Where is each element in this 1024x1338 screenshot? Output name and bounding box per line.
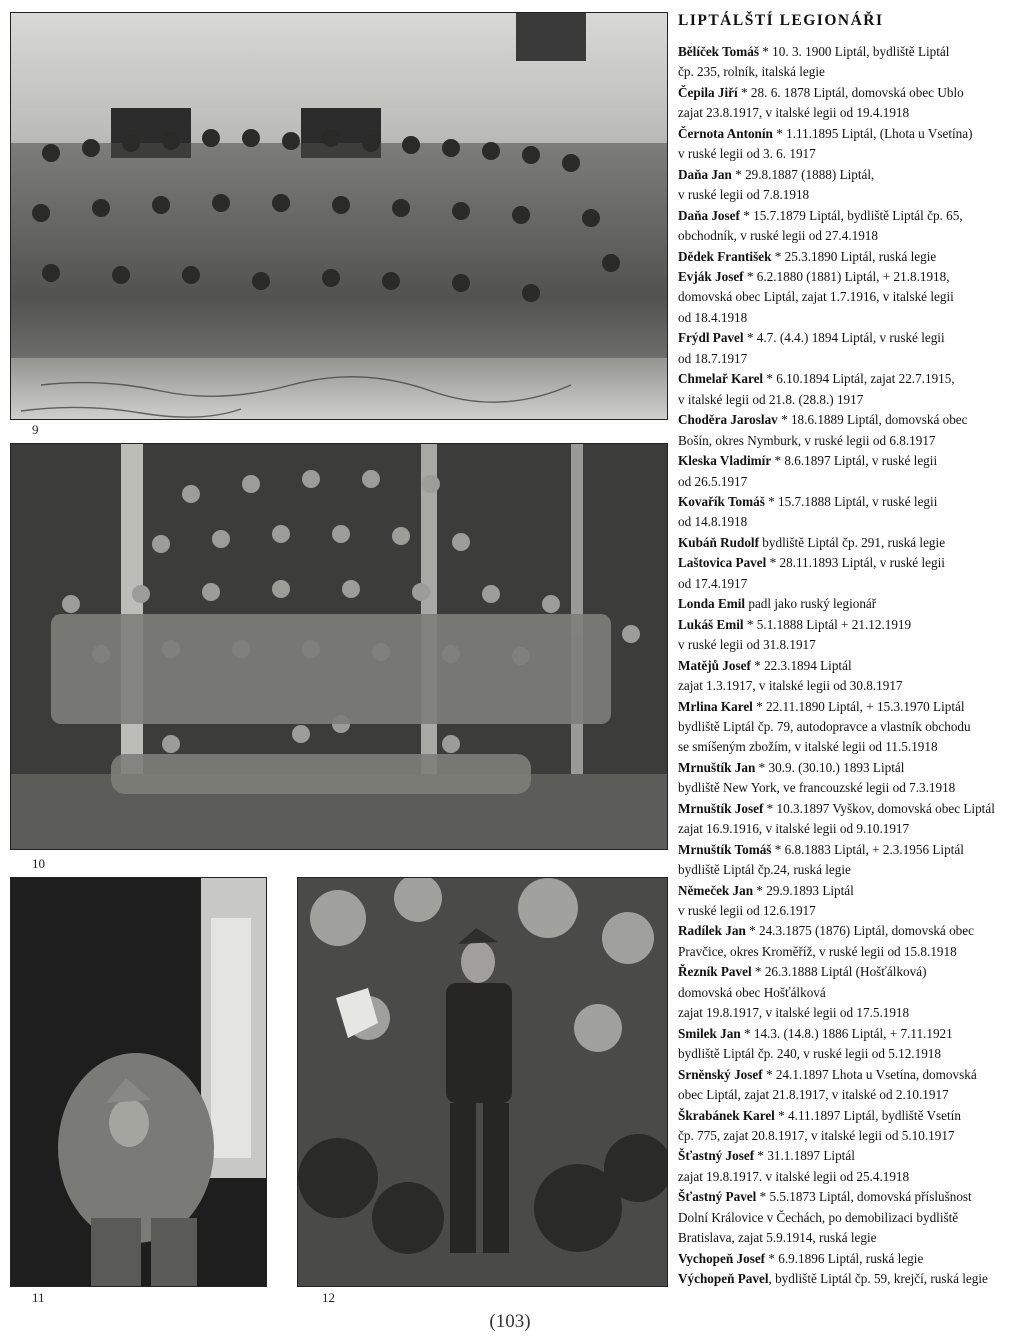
legionnaire-name: Vychopeň Josef xyxy=(678,1250,766,1266)
photo-12-standing-soldier xyxy=(297,877,668,1287)
legionnaire-details: obchodník, v ruské legii od 27.4.1918 xyxy=(678,228,878,244)
legionnaire-details: bydliště Liptál čp. 79, autodopravce a vlastník obchodu xyxy=(678,718,971,734)
legionnaire-entry xyxy=(678,533,1020,553)
entry-line xyxy=(678,1208,1020,1228)
legionnaire-name: Lukáš Emil xyxy=(678,616,744,632)
entry-line xyxy=(678,390,1020,410)
legionnaire-details: zajat 19.8.1917. v italské legii od 25.4.1918 xyxy=(678,1168,910,1184)
legionnaire-details: od 18.7.1917 xyxy=(678,350,748,366)
entry-line xyxy=(678,840,1020,860)
legionnaire-details: od 18.4.1918 xyxy=(678,309,748,325)
legionnaire-entry xyxy=(678,1024,1020,1065)
legionnaire-name: Dědek František xyxy=(678,248,772,264)
entry-line xyxy=(678,165,1020,185)
legionnaire-details: * 30.9. (30.10.) 1893 Liptál xyxy=(755,759,905,775)
legionnaire-details: * 5.5.1873 Liptál, domovská příslušnost xyxy=(756,1189,972,1205)
legionnaire-entry xyxy=(678,1106,1020,1147)
legionnaire-name: Daňa Jan xyxy=(678,166,732,182)
photo-9-group-building xyxy=(10,12,668,420)
legionnaire-name: Evják Josef xyxy=(678,268,744,284)
photo-11-seated-soldier xyxy=(10,877,267,1287)
entry-line xyxy=(678,144,1020,164)
entry-line xyxy=(678,778,1020,798)
legionnaire-name: Šťastný Josef xyxy=(678,1148,755,1164)
entry-line xyxy=(678,451,1020,471)
legionnaire-name: Bělíček Tomáš xyxy=(678,44,759,59)
legionnaire-details: * 1.11.1895 Liptál, (Lhota u Vsetína) xyxy=(772,125,973,141)
entry-line xyxy=(678,1003,1020,1023)
legionnaire-entry xyxy=(678,656,1020,697)
legionnaire-details: * 25.3.1890 Liptál, ruská legie xyxy=(771,248,937,264)
legionnaire-details: zajat 1.3.1917, v italské legii od 30.8.1917 xyxy=(678,678,903,694)
entry-line xyxy=(678,717,1020,737)
entry-line xyxy=(678,410,1020,430)
legionnaire-details: * 6.9.1896 Liptál, ruská legie xyxy=(765,1250,924,1266)
entry-line xyxy=(678,819,1020,839)
entry-line xyxy=(678,1249,1020,1269)
legionnaire-details: od 14.8.1918 xyxy=(678,514,748,530)
legionnaire-entry xyxy=(678,1065,1020,1106)
legionnaire-details: * 6.8.1883 Liptál, + 2.3.1956 Liptál xyxy=(771,841,964,857)
entry-line xyxy=(678,799,1020,819)
legionnaire-details: * 29.9.1893 Liptál xyxy=(753,882,854,898)
legionnaire-details: se smíšeným zbožím, v italské legii od 11.5.1918 xyxy=(678,739,938,755)
legionnaire-details: * 8.6.1897 Liptál, v ruské legii xyxy=(771,453,938,469)
legionnaire-details: domovská obec Liptál, zajat 1.7.1916, v italské legii xyxy=(678,289,954,305)
legionnaire-name: Srněnský Josef xyxy=(678,1066,763,1082)
legionnaire-details: domovská obec Hošťálková xyxy=(678,984,826,1000)
legionnaire-entry xyxy=(678,962,1020,1023)
photo-11-image xyxy=(11,878,266,1286)
legionnaire-name: Radílek Jan xyxy=(678,923,746,939)
entry-line xyxy=(678,1167,1020,1187)
legionnaire-details: obec Liptál, zajat 21.8.1917, v italské od 2.10.1917 xyxy=(678,1087,949,1103)
legionnaire-entry xyxy=(678,165,1020,206)
entry-line xyxy=(678,349,1020,369)
entry-line xyxy=(678,881,1020,901)
legionnaire-details: , bydliště Liptál čp. 59, krejčí, ruská legie xyxy=(768,1271,988,1287)
legionnaire-name: Mrnuštík Tomáš xyxy=(678,841,772,857)
legionnaire-entry xyxy=(678,124,1020,165)
entry-line xyxy=(678,962,1020,982)
legionnaire-details: * 22.11.1890 Liptál, + 15.3.1970 Liptál xyxy=(752,698,965,714)
entry-line xyxy=(678,206,1020,226)
legionnaire-details: * 15.7.1879 Liptál, bydliště Liptál čp. 65, xyxy=(739,207,963,223)
legionnaire-details: v ruské legii od 12.6.1917 xyxy=(678,903,816,919)
legionnaire-name: Daňa Josef xyxy=(678,207,740,223)
legionnaire-entry xyxy=(678,410,1020,451)
entry-line xyxy=(678,472,1020,492)
legionnaire-details: Bratislava, zajat 5.9.1914, ruská legie xyxy=(678,1230,877,1246)
legionnaire-details: padl jako ruský legionář xyxy=(745,596,877,612)
entry-line xyxy=(678,1085,1020,1105)
legionnaire-entry xyxy=(678,1187,1020,1248)
legionnaire-details: čp. 775, zajat 20.8.1917, v italské legii od 5.10.1917 xyxy=(678,1128,955,1144)
legionnaire-entry xyxy=(678,553,1020,594)
photo-12-image xyxy=(298,878,667,1286)
entry-line xyxy=(678,492,1020,512)
legionnaire-details: bydliště Liptál čp.24, ruská legie xyxy=(678,862,851,878)
entry-line xyxy=(678,615,1020,635)
entry-line xyxy=(678,656,1020,676)
entry-line xyxy=(678,1228,1020,1248)
legionnaire-name: Matějů Josef xyxy=(678,657,751,673)
legionnaire-details: * 28. 6. 1878 Liptál, domovská obec Ublo xyxy=(737,84,964,100)
entry-line xyxy=(678,737,1020,757)
legionnaire-details: * 18.6.1889 Liptál, domovská obec xyxy=(777,412,968,428)
entry-line xyxy=(678,860,1020,880)
legionnaire-details: v italské legii od 21.8. (28.8.) 1917 xyxy=(678,391,864,407)
legionnaire-name: Mrlina Karel xyxy=(678,698,753,714)
legionnaire-details: * 29.8.1887 (1888) Liptál, xyxy=(731,166,875,182)
entry-line xyxy=(678,758,1020,778)
legionnaire-name: Choděra Jaroslav xyxy=(678,412,778,428)
legionnaire-entry xyxy=(678,83,1020,124)
entry-line xyxy=(678,369,1020,389)
legionnaire-details: Bošín, okres Nymburk, v ruské legii od 6.8.1917 xyxy=(678,432,936,448)
legionnaire-details: * 22.3.1894 Liptál xyxy=(750,657,852,673)
legionnaire-details: od 26.5.1917 xyxy=(678,473,748,489)
legionnaire-details: v ruské legii od 31.8.1917 xyxy=(678,637,816,653)
legionnaire-name: Řezník Pavel xyxy=(678,964,752,980)
entry-line xyxy=(678,676,1020,696)
legionnaire-details: bydliště Liptál čp. 240, v ruské legii od 5.12.1918 xyxy=(678,1046,941,1062)
entry-line xyxy=(678,328,1020,348)
legionnaire-name: Němeček Jan xyxy=(678,882,754,898)
figure-number-10: 10 xyxy=(32,856,45,871)
legionnaire-details: * 4.11.1897 Liptál, bydliště Vsetín xyxy=(774,1107,961,1123)
legionnaire-entry xyxy=(678,328,1020,369)
photo-10-group-forest xyxy=(10,443,668,850)
entry-line xyxy=(678,308,1020,328)
entry-line xyxy=(678,62,1020,82)
entry-line xyxy=(678,247,1020,267)
entry-line xyxy=(678,1187,1020,1207)
legionnaire-entry xyxy=(678,206,1020,247)
entry-line xyxy=(678,594,1020,614)
entry-line xyxy=(678,1269,1020,1289)
legionnaire-name: Kovařík Tomáš xyxy=(678,493,765,509)
legionnaire-name: Frýdl Pavel xyxy=(678,330,744,346)
entry-line xyxy=(678,533,1020,553)
legionnaire-name: Chmelař Karel xyxy=(678,371,764,387)
legionnaire-entry xyxy=(678,799,1020,840)
legionnaire-details: * 31.1.1897 Liptál xyxy=(754,1148,855,1164)
legionnaire-entry xyxy=(678,840,1020,881)
legionnaire-name: Smilek Jan xyxy=(678,1025,741,1041)
legionnaire-name: Šťastný Pavel xyxy=(678,1189,757,1205)
legionnaire-details: * 5.1.1888 Liptál + 21.12.1919 xyxy=(743,616,912,632)
legionnaire-details: * 10.3.1897 Vyškov, domovská obec Liptál xyxy=(763,800,995,816)
entry-line xyxy=(678,512,1020,532)
entry-line xyxy=(678,1024,1020,1044)
legionnaire-name: Londa Emil xyxy=(678,596,746,612)
legionnaire-entry xyxy=(678,451,1020,492)
entry-line xyxy=(678,431,1020,451)
page-title: LIPTÁLŠTÍ LEGIONÁŘI xyxy=(678,12,884,29)
legionnaire-name: Kleska Vladimír xyxy=(678,453,772,469)
legionnaire-entry xyxy=(678,697,1020,758)
legionnaire-entry xyxy=(678,1249,1020,1269)
legionnaire-name: Čepila Jiří xyxy=(678,84,738,100)
entry-line xyxy=(678,635,1020,655)
entry-line xyxy=(678,901,1020,921)
entry-line xyxy=(678,1044,1020,1064)
entry-line xyxy=(678,287,1020,307)
figure-number-11: 11 xyxy=(32,1290,45,1305)
figure-number-9: 9 xyxy=(32,422,39,437)
legionnaire-entry xyxy=(678,881,1020,922)
legionnaire-details: * 4.7. (4.4.) 1894 Liptál, v ruské legii xyxy=(743,330,945,346)
legionnaire-details: * 6.2.1880 (1881) Liptál, + 21.8.1918, xyxy=(743,268,950,284)
legionnaire-name: Kubáň Rudolf xyxy=(678,534,759,550)
legionnaire-name: Mrnuštík Josef xyxy=(678,800,764,816)
legionnaire-entry xyxy=(678,247,1020,267)
legionnaire-details: Dolní Královice v Čechách, po demobilizaci bydliště xyxy=(678,1209,959,1225)
legionnaire-details: v ruské legii od 3. 6. 1917 xyxy=(678,146,816,162)
entry-line xyxy=(678,1146,1020,1166)
legionnaire-name: Škrabánek Karel xyxy=(678,1107,775,1123)
entry-line xyxy=(678,83,1020,103)
legionnaire-entry xyxy=(678,369,1020,410)
entry-line xyxy=(678,1065,1020,1085)
entry-line xyxy=(678,267,1020,287)
legionnaire-details: Pravčice, okres Kroměříž, v ruské legii od 15.8.1918 xyxy=(678,943,957,959)
legionnaire-details: bydliště New York, ve francouzské legii od 7.3.1918 xyxy=(678,780,956,796)
entry-line xyxy=(678,921,1020,941)
legionnaire-details: zajat 16.9.1916, v italské legii od 9.10.1917 xyxy=(678,821,910,837)
entry-line xyxy=(678,1126,1020,1146)
entry-line xyxy=(678,185,1020,205)
legionnaire-details: v ruské legii od 7.8.1918 xyxy=(678,187,810,203)
legionnaire-details: * 26.3.1888 Liptál (Hošťálková) xyxy=(751,964,927,980)
entry-line xyxy=(678,103,1020,123)
legionnaire-details: * 14.3. (14.8.) 1886 Liptál, + 7.11.1921 xyxy=(740,1025,953,1041)
legionnaire-details: * 28.11.1893 Liptál, v ruské legii xyxy=(766,555,945,571)
entry-line xyxy=(678,983,1020,1003)
page-number: (103) xyxy=(489,1311,531,1332)
legionnaire-details: * 15.7.1888 Liptál, v ruské legii xyxy=(764,493,938,509)
entry-line xyxy=(678,697,1020,717)
figure-number-12: 12 xyxy=(322,1290,335,1305)
legionnaire-entry xyxy=(678,1146,1020,1187)
legionnaire-entry xyxy=(678,758,1020,799)
legionnaire-entry xyxy=(678,42,1020,83)
legionnaire-list xyxy=(678,42,1020,1290)
legionnaire-details: * 24.1.1897 Lhota u Vsetína, domovská xyxy=(762,1066,977,1082)
entry-line xyxy=(678,1106,1020,1126)
legionnaire-entry xyxy=(678,921,1020,962)
entry-line xyxy=(678,553,1020,573)
legionnaire-details: * 10. 3. 1900 Liptál, bydliště Liptál xyxy=(758,44,950,59)
legionnaire-name: Výchopeň Pavel xyxy=(678,1271,769,1287)
legionnaire-entry xyxy=(678,267,1020,328)
legionnaire-details: čp. 235, rolník, italská legie xyxy=(678,64,825,80)
legionnaire-name: Laštovica Pavel xyxy=(678,555,767,571)
legionnaire-name: Černota Antonín xyxy=(678,125,773,141)
legionnaire-entry xyxy=(678,594,1020,614)
legionnaire-details: bydliště Liptál čp. 291, ruská legie xyxy=(759,534,946,550)
legionnaire-name: Mrnuštík Jan xyxy=(678,759,756,775)
legionnaire-details: * 6.10.1894 Liptál, zajat 22.7.1915, xyxy=(763,371,955,387)
legionnaire-entry xyxy=(678,1269,1020,1289)
legionnaire-entry xyxy=(678,615,1020,656)
legionnaire-entry xyxy=(678,492,1020,533)
entry-line xyxy=(678,42,1020,62)
legionnaire-details: zajat 23.8.1917, v italské legii od 19.4.1918 xyxy=(678,105,910,121)
legionnaire-details: * 24.3.1875 (1876) Liptál, domovská obec xyxy=(745,923,974,939)
entry-line xyxy=(678,124,1020,144)
legionnaire-details: od 17.4.1917 xyxy=(678,575,748,591)
entry-line xyxy=(678,574,1020,594)
legionnaire-details: zajat 19.8.1917, v italské legii od 17.5.1918 xyxy=(678,1005,910,1021)
photo-10-image xyxy=(11,444,667,849)
photo-9-image xyxy=(11,13,667,419)
entry-line xyxy=(678,226,1020,246)
entry-line xyxy=(678,942,1020,962)
